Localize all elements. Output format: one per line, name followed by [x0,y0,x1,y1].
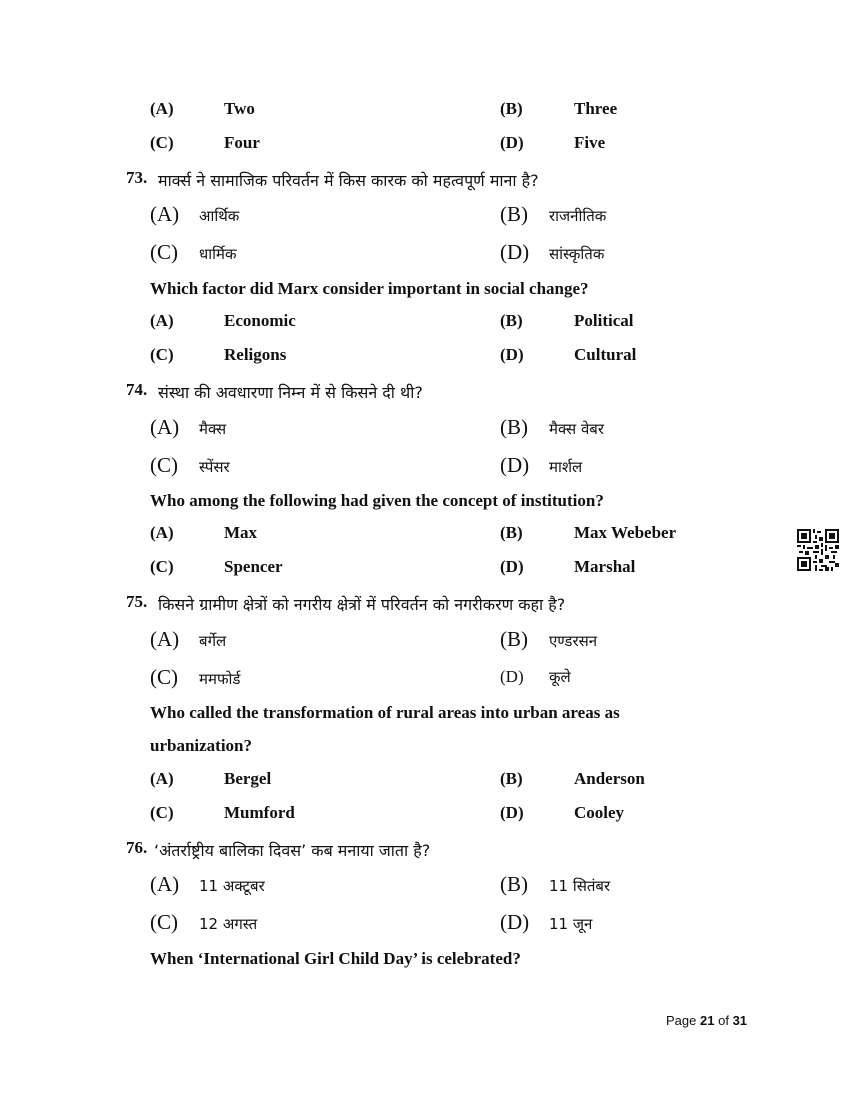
question-text-hindi: ‘अंतर्राष्ट्रीय बालिका दिवस’ कब मनाया जाता है? [154,841,431,860]
option-text: Political [574,311,634,330]
q75-english-option-row [0,803,850,833]
option-text: आर्थिक [199,207,240,225]
option-label: (A) [150,872,180,896]
option-label: (C) [150,910,178,934]
q74-hindi-option-row [0,415,850,445]
option-text: मैक्स [199,420,227,438]
option-text: Religons [224,345,287,364]
option-label: (B) [500,202,528,226]
option-label: (B) [500,872,528,896]
q75-hindi-question [0,591,850,621]
option-text: कूले [549,668,571,686]
option-text: Economic [224,311,296,330]
q74-english-option-row [0,557,850,587]
option-text: Two [224,99,255,118]
option-label: (C) [150,240,178,264]
option-label: (A) [150,202,180,226]
q75-hindi-option-row [0,627,850,657]
question-text-hindi: किसने ग्रामीण क्षेत्रों को नगरीय क्षेत्रों में परिवर्तन को नगरीकरण कहा है? [158,595,566,614]
q76-hindi-option-row [0,910,850,940]
option-text: ममफोर्ड [199,670,241,688]
option-label: (C) [150,133,174,152]
option-text: Four [224,133,260,152]
option-text: Cooley [574,803,625,822]
option-label: (C) [150,803,174,822]
option-label: (C) [150,665,178,689]
q75-hindi-option-row [0,665,850,695]
q74-hindi-option-row [0,453,850,483]
page-word: Page [666,1013,697,1028]
option-text: बर्गेल [199,632,227,650]
option-label: (D) [500,557,524,576]
q76-english-question [0,949,850,979]
question-text-english: Which factor did Marx consider important in social change? [150,279,589,298]
q73-hindi-option-row [0,202,850,232]
option-label: (A) [150,99,174,118]
option-label: (A) [150,627,180,651]
option-label: (A) [150,523,174,542]
option-label: (A) [150,769,174,788]
option-label: (C) [150,453,178,477]
option-label: (D) [500,803,524,822]
current-page: 21 [700,1013,715,1028]
option-label: (D) [500,133,524,152]
option-label: (D) [500,240,530,264]
question-text-hindi: संस्था की अवधारणा निम्न में से किसने दी थी? [158,383,423,402]
q76-hindi-question [0,837,850,867]
option-text: Max Webeber [574,523,677,542]
option-text: Anderson [574,769,645,788]
option-text: सांस्कृतिक [549,245,605,263]
q73-english-option-row [0,345,850,375]
q73-english-option-row [0,311,850,341]
question-number: 73. [126,168,148,187]
option-text: Bergel [224,769,272,788]
q75-english-question [0,736,850,766]
total-pages: 31 [732,1013,748,1028]
of-word: of [718,1013,729,1028]
question-number: 75. [126,592,148,611]
option-label: (C) [150,557,174,576]
option-label: (B) [500,523,523,542]
q72-option-row [0,99,850,129]
option-text: 11 अक्टूबर [199,877,265,895]
option-label: (D) [500,667,524,686]
q75-english-question [0,703,850,733]
option-text: Marshal [574,557,636,576]
question-text-hindi: मार्क्स ने सामाजिक परिवर्तन में किस कारक को महत्वपूर्ण माना है? [158,171,539,190]
qr-code [797,529,839,571]
q73-hindi-option-row [0,240,850,270]
page-number [666,1013,747,1028]
q73-english-question [0,279,850,309]
question-text-english: Who among the following had given the concept of institution? [150,491,604,510]
option-label: (D) [500,910,530,934]
q74-english-question [0,491,850,521]
q73-hindi-question [0,167,850,197]
option-label: (B) [500,311,523,330]
option-label: (B) [500,627,528,651]
option-text: Spencer [224,557,283,576]
q74-hindi-question [0,379,850,409]
question-number: 76. [126,838,148,857]
q75-english-option-row [0,769,850,799]
question-text-english: urbanization? [150,736,253,755]
question-text-english: Who called the transformation of rural areas into urban areas as [150,703,620,722]
q74-english-option-row [0,523,850,553]
q72-option-row [0,133,850,163]
option-text: मैक्स वेबर [549,420,605,438]
option-text: 12 अगस्त [199,915,258,933]
option-text: स्पेंसर [199,458,230,476]
option-text: मार्शल [549,458,583,476]
option-label: (D) [500,453,530,477]
option-text: Max [224,523,258,542]
option-text: राजनीतिक [549,207,607,225]
q76-hindi-option-row [0,872,850,902]
option-label: (B) [500,415,528,439]
option-label: (B) [500,769,523,788]
option-text: Five [574,133,606,152]
option-text: 11 सितंबर [549,877,611,895]
option-label: (D) [500,345,524,364]
option-text: Three [574,99,618,118]
question-text-english: When ‘International Girl Child Day’ is celebrated? [150,949,521,968]
option-text: Mumford [224,803,295,822]
option-label: (C) [150,345,174,364]
option-text: Cultural [574,345,637,364]
option-text: धार्मिक [199,245,237,263]
question-number: 74. [126,380,148,399]
option-text: 11 जून [549,915,593,933]
option-label: (A) [150,311,174,330]
option-text: एण्डरसन [549,632,598,650]
option-label: (B) [500,99,523,118]
option-label: (A) [150,415,180,439]
